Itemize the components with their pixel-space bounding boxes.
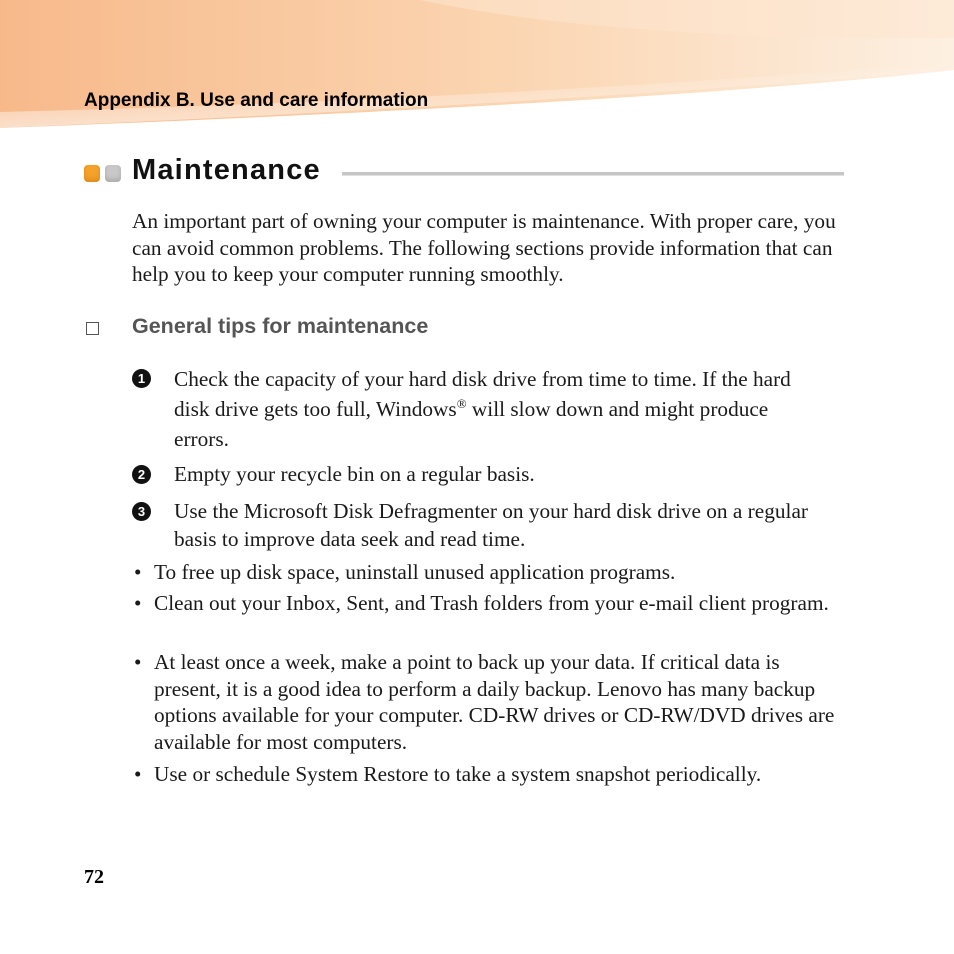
bullet-dot-icon: • [134,762,142,786]
subsection-heading [84,314,784,344]
step-number-2-icon: 2 [132,465,151,484]
gray-bullet-icon [105,165,121,182]
square-bullet-icon [86,322,99,335]
section-title: Maintenance [132,154,321,186]
bullet-text: To free up disk space, uninstall unused application programs. [154,560,676,584]
bullet-dot-icon: • [134,560,142,584]
registered-mark: ® [456,396,467,411]
bullet-dot-icon: • [134,650,142,674]
header-swoosh-graphic [0,0,954,135]
bullet-text: At least once a week, make a point to back up your data. If critical data is present, it is a good idea to perform a daily backup. Lenovo has many backup options available for your computer. CD-RW drives or CD-RW/DVD drives are available for most computers. [154,650,835,754]
heading-rule-divider [342,172,844,176]
step-text-part: will slow down and might produce errors. [174,397,769,451]
chapter-title: Appendix B. Use and care information [84,90,429,111]
step-number-1-icon: 1 [132,369,151,388]
header-band [0,0,954,135]
bullet-text: Clean out your Inbox, Sent, and Trash folders from your e-mail client program. [154,591,829,615]
section-heading [84,150,844,194]
orange-bullet-icon [84,165,100,182]
intro-paragraph: An important part of owning your computer is maintenance. With proper care, you can avoid common problems. The following sections provide information that can help you to keep your computer running smoothly. [132,209,836,286]
bullet-text: Use or schedule System Restore to take a system snapshot periodically. [154,762,762,786]
subsection-title: General tips for maintenance [132,314,429,338]
bullet-dot-icon: • [134,591,142,615]
step-number-3-icon: 3 [132,502,151,521]
step-text [174,364,824,454]
bullet-list [134,559,844,799]
step-text: Empty your recycle bin on a regular basis. [174,462,535,486]
step-text: Use the Microsoft Disk Defragmenter on your hard disk drive on a regular basis to improve data seek and read time. [174,499,808,551]
page-number: 72 [84,866,104,888]
numbered-steps [132,364,832,554]
step-text-part: Check the capacity of your hard disk drive from time to time. If the hard disk drive gets too full, Windows [174,367,791,421]
